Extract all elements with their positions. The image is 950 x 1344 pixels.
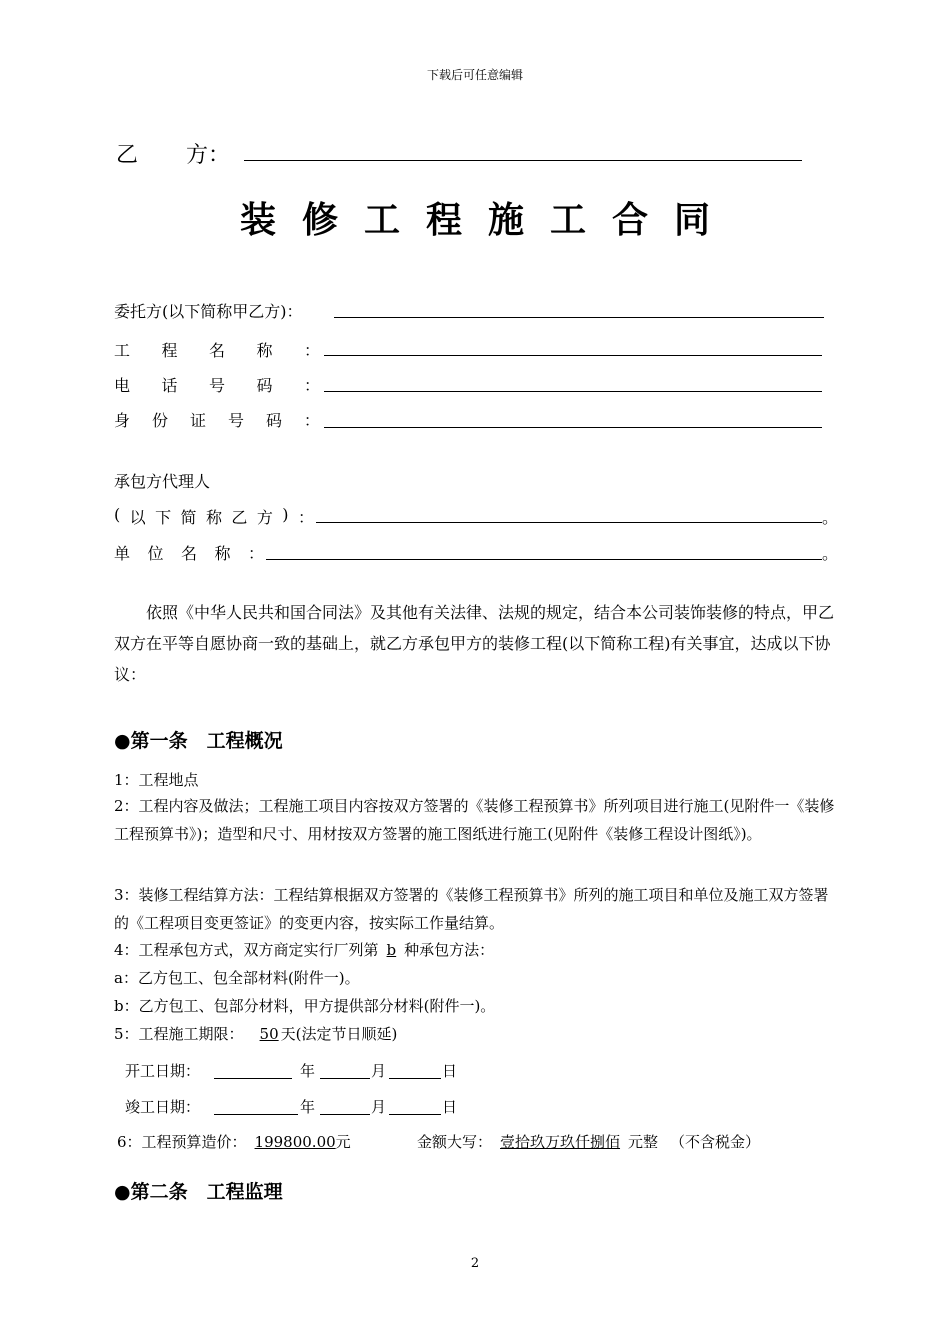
article1-heading: ●第一条 工程概况	[114, 730, 283, 752]
phone-blank	[324, 391, 822, 392]
contractor-blank	[316, 522, 822, 523]
project-name-label: 工 程 名 称 ：	[114, 341, 320, 360]
end-month-blank	[320, 1114, 370, 1115]
start-day-blank	[389, 1078, 441, 1079]
phone-label: 电 话 号 码 ：	[114, 376, 320, 395]
item4-method-value: b	[386, 941, 397, 959]
page-number: 2	[470, 1256, 480, 1271]
budget-value: 199800.00	[254, 1133, 336, 1151]
contractor-label: 承包方代理人	[114, 472, 211, 491]
option-a: a：乙方包工、包全部材料(附件一)。	[114, 969, 360, 987]
project-name-blank	[324, 355, 822, 356]
client-label: 委托方(以下简称甲乙方)：	[114, 302, 303, 321]
option-b: b：乙方包工、包部分材料，甲方提供部分材料(附件一)。	[114, 997, 496, 1015]
item6-budget: 6：工程预算造价： 199800.00元	[117, 1133, 351, 1151]
item5-days-value: 50	[259, 1025, 279, 1043]
id-number-label: 身 份 证 号 码 ：	[114, 411, 320, 430]
header-note: 下载后可任意编辑	[426, 68, 523, 82]
amount-in-words: 金额大写： 壹拾玖万玖仟捌佰 元整 （不含税金）	[417, 1133, 761, 1151]
item2-content: 2：工程内容及做法；工程施工项目内容按双方签署的《装修工程预算书》所列项目进行施工(见附件一《装修工程预算书》)；造型和尺寸、用材按双方签署的施工图纸进行施工(见附件《装修工程设计图纸》)。	[114, 797, 835, 843]
amount-words-value: 壹拾玖万玖仟捌佰	[500, 1133, 621, 1151]
start-year-blank	[214, 1078, 292, 1079]
unit-end-mark: 。	[822, 544, 839, 563]
end-date-label: 竣工日期：	[125, 1098, 201, 1116]
end-year-unit: 年	[300, 1098, 316, 1116]
item1-location: 1：工程地点	[114, 771, 199, 789]
contractor-end-mark: 。	[822, 508, 839, 527]
contractor-short-name-label: ( 以 下 简 称 乙 方 ) ：	[114, 505, 314, 527]
party-b-label: 乙 方：	[116, 143, 231, 168]
start-month-blank	[320, 1078, 370, 1079]
item4-contract-method: 4：工程承包方式，双方商定实行厂列第 b 种承包方法：	[114, 941, 495, 959]
party-b-blank	[244, 160, 802, 161]
article2-heading: ●第二条 工程监理	[114, 1181, 283, 1203]
start-month-unit: 月	[371, 1062, 387, 1080]
tax-note: （不含税金）	[670, 1133, 761, 1151]
item5-period: 5：工程施工期限： 50 天(法定节日顺延)	[114, 1025, 398, 1043]
contract-title: 装修工程施工合同	[239, 199, 736, 241]
unit-name-blank	[266, 559, 822, 560]
end-day-unit: 日	[442, 1098, 458, 1116]
start-day-unit: 日	[442, 1062, 458, 1080]
end-day-blank	[389, 1114, 441, 1115]
end-year-blank	[214, 1114, 298, 1115]
start-date-label: 开工日期：	[125, 1062, 201, 1080]
preamble-paragraph: 依照《中华人民共和国合同法》及其他有关法律、法规的规定，结合本公司装饰装修的特点，甲乙双方在平等自愿协商一致的基础上，就乙方承包甲方的装修工程(以下简称工程)有关事宜，达成以下协议：	[114, 603, 835, 684]
unit-name-label: 单 位 名 称 ：	[114, 544, 264, 563]
end-month-unit: 月	[371, 1098, 387, 1116]
start-year-unit: 年	[300, 1062, 316, 1080]
item3-settlement: 3：装修工程结算方法：工程结算根据双方签署的《装修工程预算书》所列的施工项目和单位及施工双方签署的《工程项目变更签证》的变更内容，按实际工作量结算。	[114, 886, 829, 932]
id-number-blank	[324, 427, 822, 428]
client-blank	[334, 317, 824, 318]
